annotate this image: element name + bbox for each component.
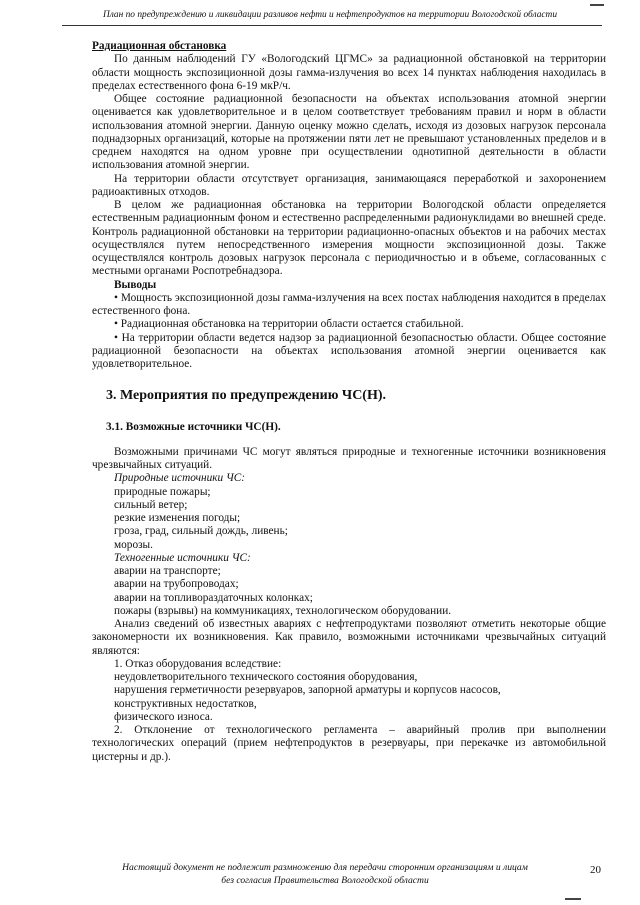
page-number: 20 [590, 864, 601, 876]
radiation-paragraph-4: В целом же радиационная обстановка на территории Вологодской области определяется естественным радиационным фоном и естественно распределенными радионуклидами во внешней среде. Контроль радиационной обстановки на территории радиационно-опасных объектов и на рабочих местах осуществлялся путем непосредственного измерения мощности экспозиционной дозы. Также осуществлялся контроль дозовых нагрузок персонала с периодичностью и в объеме, согласованных с местными органами Роспотребнадзора. [92, 199, 606, 278]
footer-line-2: без согласия Правительства Вологодской области [221, 874, 429, 886]
footer-line-1: Настоящий документ не подлежит размножению для передачи сторонним организациям и лицам [122, 862, 528, 873]
document-body [92, 40, 606, 764]
natural-sources-label: Природные источники ЧС: [114, 472, 246, 485]
cause-1-item: физического износа. [114, 710, 213, 723]
conclusion-item: • Радиационная обстановка на территории области остается стабильной. [114, 318, 464, 331]
cause-1-item: нарушения герметичности резервуаров, запорной арматуры и корпусов насосов, [114, 684, 501, 697]
cause-1-item: конструктивных недостатков, [114, 697, 257, 710]
document-header: План по предупреждению и ликвидации разливов нефти и нефтепродуктов на территории Вологодской области [102, 10, 558, 20]
cause-1-heading: 1. Отказ оборудования вследствие: [114, 657, 282, 670]
header-divider [62, 25, 602, 26]
natural-source-item: природные пожары; [114, 485, 211, 498]
tech-source-item: аварии на транспорте; [114, 565, 221, 577]
natural-source-item: морозы. [114, 538, 153, 551]
sources-intro: Возможными причинами ЧС могут являться природные и техногенные источники возникновения чрезвычайных ситуаций. [92, 445, 606, 471]
natural-source-item: гроза, град, сильный дождь, ливень; [114, 525, 288, 538]
scan-mark-bottom [565, 898, 581, 900]
analysis-paragraph: Анализ сведений об известных авариях с нефтепродуктами позволяют отметить некоторые общие закономерности их возникновения. Как правило, возможными источниками чрезвычайных ситуаций являются: [92, 618, 606, 657]
section-3-heading: 3. Мероприятия по предупреждению ЧС(Н). [106, 388, 387, 404]
tech-source-item: аварии на топливораздаточных колонках; [114, 591, 313, 604]
natural-source-item: резкие изменения погоды; [114, 512, 241, 524]
radiation-heading: Радиационная обстановка [92, 40, 227, 52]
subsection-3-1-heading: 3.1. Возможные источники ЧС(Н). [106, 420, 281, 433]
cause-1-item: неудовлетворительного технического состояния оборудования, [114, 671, 418, 683]
conclusion-item: • Мощность экспозиционной дозы гамма-излучения на всех постах наблюдения находится в пределах естественного фона. [92, 291, 606, 317]
document-footer [75, 862, 575, 887]
tech-source-item: пожары (взрывы) на коммуникациях, технологическом оборудовании. [114, 604, 452, 617]
radiation-paragraph-1: По данным наблюдений ГУ «Вологодский ЦГМС» за радиационной обстановкой на территории области мощность экспозиционной дозы гамма-излучения во всех 14 пунктах наблюдения находилась в пределах естественного фона 6-19 мкР/ч. [92, 53, 606, 92]
conclusions-heading: Выводы [114, 278, 157, 291]
tech-source-item: аварии на трубопроводах; [114, 578, 239, 591]
cause-2-paragraph: 2. Отклонение от технологического регламента – аварийный пролив при выполнении технологических операций (прием нефтепродуктов в резервуары, при перекачке из автомобильной цистерны и др.). [92, 724, 606, 763]
radiation-paragraph-2: Общее состояние радиационной безопасности на объектах использования атомной энергии оценивается как удовлетворительное и в целом соответствует требованиям правил и норм в области использования атомной энергии. Данную оценку можно сделать, исходя из дозовых нагрузок персонала поднадзорных организаций, которые на протяжении пяти лет не превышают установленных пределов и в среднем находятся на одном уровне при осуществлении однотипной деятельности в области использования атомной энергии. [92, 93, 606, 172]
scan-mark-top [590, 4, 604, 6]
radiation-paragraph-3: На территории области отсутствует организация, занимающаяся переработкой и захоронением радиоактивных отходов. [92, 172, 606, 198]
tech-sources-label: Техногенные источники ЧС: [114, 551, 251, 564]
natural-source-item: сильный ветер; [114, 498, 188, 511]
conclusion-item: • На территории области ведется надзор за радиационной безопасностью области. Общее состояние радиационной безопасности на объектах использования атомной энергии оценивается как удовлетворительное. [92, 331, 606, 370]
